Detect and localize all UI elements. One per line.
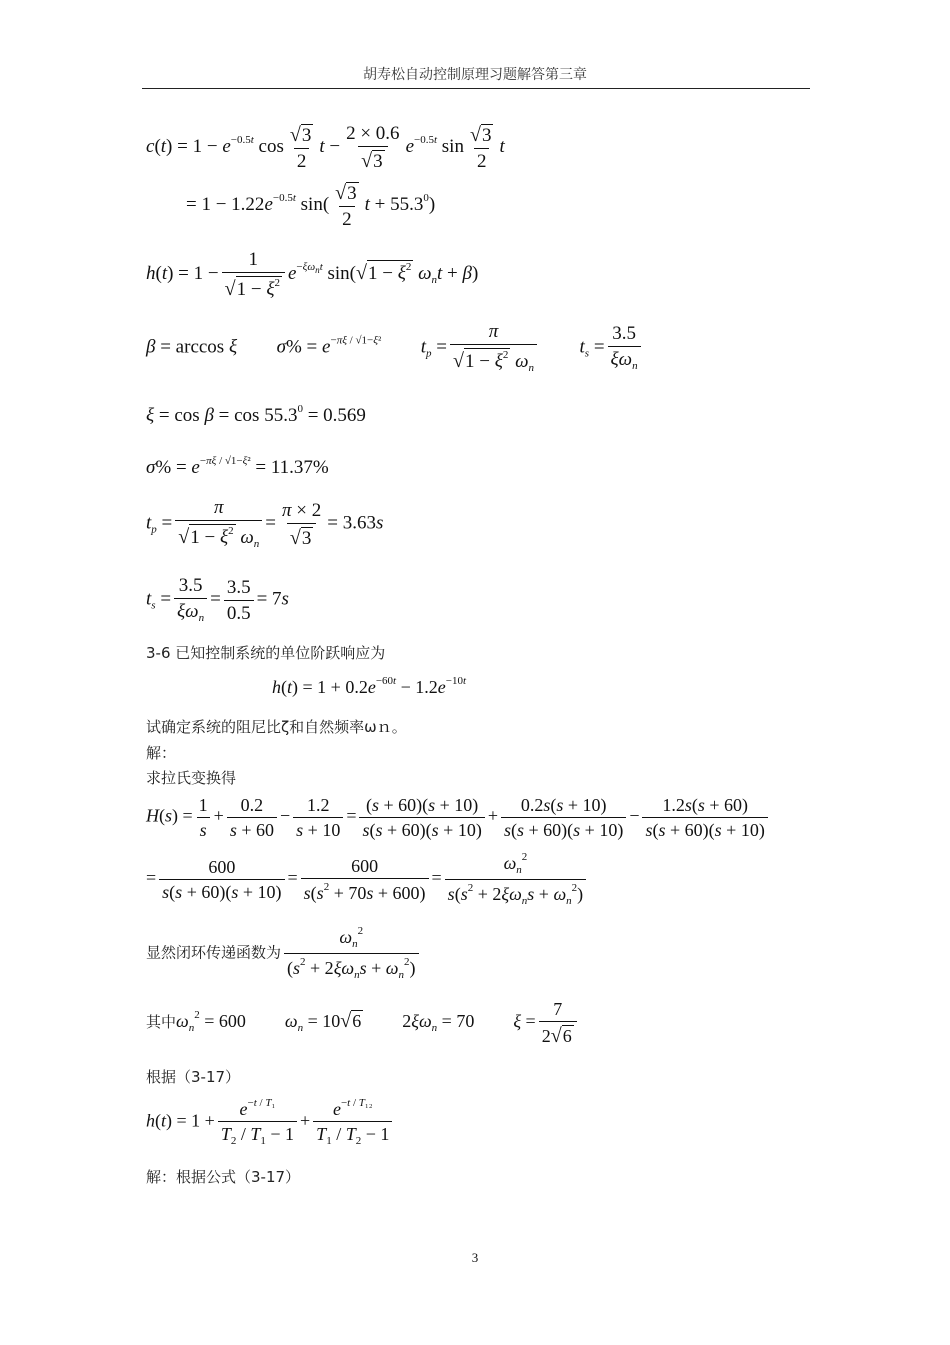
- equation-peak-time: $t_p$ = $\frac{\pi}{√1 - \xi^2 \omega_n}$ = $\frac{\pi \times 2}{√3}$ = 3.63s: [146, 497, 384, 550]
- equation-h-t-formula: h(t) = 1 + $\frac{e^{-t / T_1}}{T_2 / T_1 - 1}$ + $\frac{e^{-t / T_{12}}}{T_1 / T_2 - 1}$: [146, 1098, 395, 1147]
- closed-loop-line: 显然闭环传递函数为 $\frac{\omega_n^2}{(s^2 + 2\xi\omega_ns + \omega_n^2)}$: [146, 926, 422, 981]
- page-number: 3: [471, 1250, 479, 1265]
- equation-laplace: H(s) = $\frac{1}{s}$ + $\frac{0.2}{s + 60}$ − $\frac{1.2}{s + 10}$ = $\frac{(s + 60)(s + 10)}{s(s + 60)(s + 10)}$ + $\frac{0.2s(s + 10)}{s(s + 60)(s + 10)}$ − $\frac{1.2s(s + 60)}{s(s + 60)(s + 10)}$: [146, 796, 771, 839]
- problem-question: 试确定系统的阻尼比ζ和自然频率ωｎ。: [146, 718, 407, 736]
- equation-overshoot: $\sigma\% = e^{-\pi\xi / √1-\xi^2} = 11.37\%$: [146, 455, 329, 478]
- equation-c-t-simplified: = $1 - 1.22e^{-0.5t}$ sin( $\frac{√3}{2}$ $t + 55.3^0$): [186, 182, 436, 230]
- equation-definitions: β = arccos ξ $\sigma\% = e^{-\pi\xi / √1-\xi^2}$ $t_p$ = $\frac{\pi}{√1 - \xi^2 \omega_n}$ $t_s$ = $\frac{3.5}{\xi\omega_n}$: [146, 322, 644, 374]
- where-label: 其中: [146, 1013, 177, 1032]
- parameters-line: 其中$\omega_n^2 = 600$ $\omega_n = 10√6$ $2\xi\omega_n = 70$ ξ = $\frac{7}{2√6}$: [146, 1000, 580, 1046]
- equation-h-t-general: h(t) = 1 − $\frac{1}{√1 - \xi^2}$ $e^{-\xi\omega_nt}$ $\sin(√1 - \xi^2$ $\omega_nt + \beta$): [146, 249, 479, 300]
- equation-laplace-simplified: = $\frac{600}{s(s + 60)(s + 10)}$ = $\frac{600}{s(s^2 + 70s + 600)}$ = $\frac{\omega_n^2}{s(s^2 + 2\xi\omega_ns + \omega_n^2)}$: [146, 852, 589, 907]
- equation-xi-value: $\xi = \cos \beta = \cos 55.3^0 = 0.569$: [146, 403, 366, 426]
- page-header: 胡寿松自动控制原理习题解答第三章: [363, 67, 587, 83]
- problem-label: 3-6 已知控制系统的单位阶跃响应为: [146, 644, 386, 662]
- header-rule: [142, 88, 810, 89]
- solution-label: 解：: [146, 744, 177, 762]
- solution-according: 解：根据公式（3-17）: [146, 1168, 301, 1186]
- equation-c-t: $c(t) = 1 - e^{-0.5t}$ cos $\frac{√3}{2}$ t − $\frac{2 \times 0.6}{√3}$ $e^{-0.5t}$ sin $\frac{√3}{2}$ t: [146, 123, 505, 172]
- equation-step-response: $h(t) = 1 + 0.2e^{-60t} - 1.2e^{-10t}$: [272, 675, 467, 697]
- equation-settling-time: $t_s$ = $\frac{3.5}{\xi\omega_n}$ = $\frac{3.5}{0.5}$ = 7s: [146, 575, 289, 624]
- according-label: 根据（3-17）: [146, 1068, 241, 1086]
- closed-loop-label: 显然闭环传递函数为: [146, 943, 282, 962]
- laplace-label: 求拉氏变换得: [146, 769, 237, 787]
